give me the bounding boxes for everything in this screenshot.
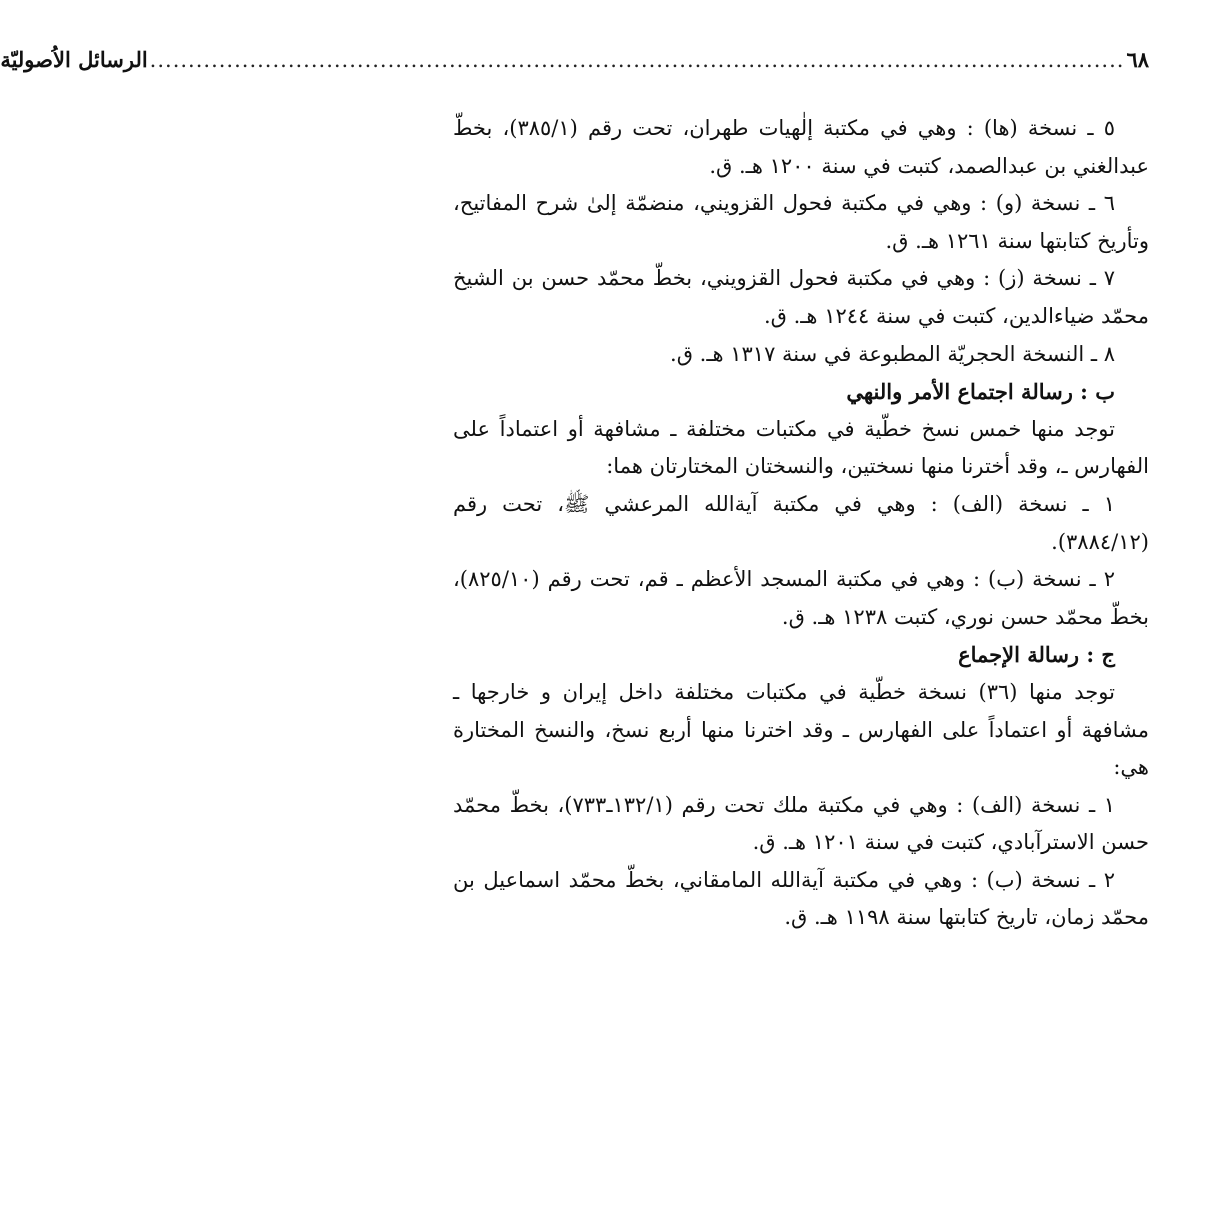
section-c-entry-1: ١ ـ نسخة (الف) : وهي في مكتبة ملك تحت رقم (١٣٢/١ـ٧٣٣)، بخطّ محمّد حسن الاسترآبادي، كتبت في سنة ١٢٠١ هـ. ق. — [453, 792, 1149, 855]
header-dot-leader: ............................................................................................................................... — [149, 48, 1125, 72]
running-header — [0, 30, 1149, 72]
manuscript-entry-8: ٨ ـ النسخة الحجريّة المطبوعة في سنة ١٣١٧ هـ. ق. — [670, 341, 1115, 366]
section-c-entry-2: ٢ ـ نسخة (ب) : وهي في مكتبة آية‌الله المامقاني، بخطّ محمّد اسماعيل بن محمّد زمان، تاريخ كتابتها سنة ١١٩٨ هـ. ق. — [453, 867, 1149, 930]
book-title: الرسائل الاُصوليّة — [0, 47, 148, 72]
manuscript-entry-5: ٥ ـ نسخة (ها) : وهي في مكتبة إلٰهيات طهران، تحت رقم (٣٨٥/١)، بخطّ عبدالغني بن عبدالصمد، كتبت في سنة ١٢٠٠ هـ. ق. — [453, 116, 1149, 178]
section-b-intro: توجد منها خمس نسخ خطّية في مكتبات مختلفة ـ مشافهة أو اعتماداً على الفهارس ـ، وقد أخترنا منها نسختين، والنسختان المختارتان هما: — [453, 416, 1149, 479]
section-heading-b: ب : رسالة اجتماع الأمر والنهي — [846, 379, 1115, 405]
page-number: ٦٨ — [1126, 47, 1149, 72]
manuscript-entry-6: ٦ ـ نسخة (و) : وهي في مكتبة فحول القزويني، منضمّة إلىٰ شرح المفاتيح، وتأريخ كتابتها سنة ١٢٦١ هـ. ق. — [453, 191, 1149, 253]
section-b-entry-2: ٢ ـ نسخة (ب) : وهي في مكتبة المسجد الأعظم ـ قم، تحت رقم (٨٢٥/١٠)، بخطّ محمّد حسن نوري، كتبت ١٢٣٨ هـ. ق. — [453, 567, 1149, 629]
section-b-entry-1: ١ ـ نسخة (الف) : وهي في مكتبة آية‌الله المرعشي ﷺ، تحت رقم (٣٨٨٤/١٢). — [453, 491, 1149, 554]
section-c-intro: توجد منها (٣٦) نسخة خطّية في مكتبات مختلفة داخل إيران و خارجها ـ مشافهة أو اعتماداً على الفهارس ـ وقد اخترنا منها أربع نسخ، والنسخ المختارة هي: — [453, 679, 1149, 780]
section-heading-c: ج : رسالة الإجماع — [958, 642, 1115, 668]
page-body — [453, 110, 1149, 937]
manuscript-entry-7: ٧ ـ نسخة (ز) : وهي في مكتبة فحول القزويني، بخطّ محمّد حسن بن الشيخ محمّد ضياءالدين، كتبت في سنة ١٢٤٤ هـ. ق. — [453, 266, 1149, 328]
